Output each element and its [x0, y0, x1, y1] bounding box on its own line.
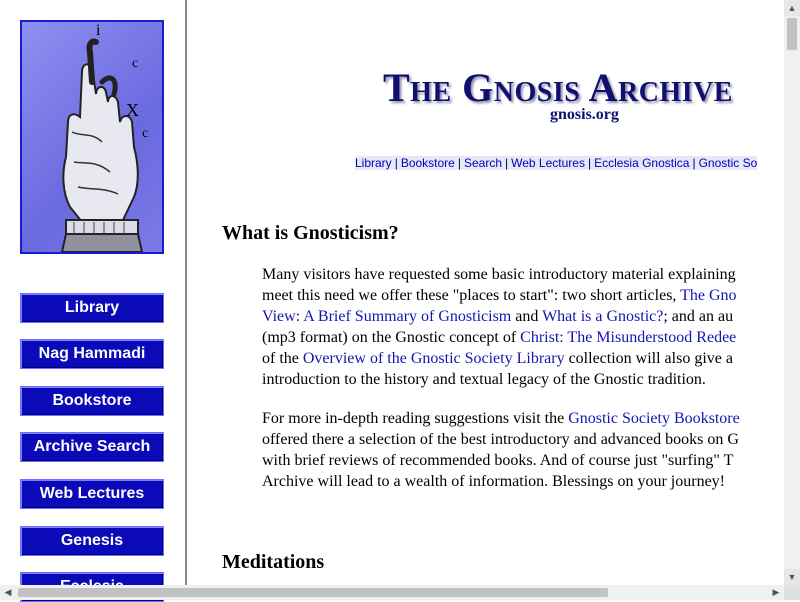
top-nav: Library | Bookstore | Search | Web Lectures | Ecclesia Gnostica | Gnostic So — [355, 156, 758, 170]
sidebar-item-web-lectures[interactable]: Web Lectures — [20, 479, 164, 509]
link-gnostic-world-view-cont[interactable]: View: A Brief Summary of Gnosticism — [262, 308, 512, 325]
topnav-bookstore[interactable]: Bookstore — [400, 156, 455, 170]
p2-text-3: with brief reviews of recommended books. And of course just "surfing" T — [262, 452, 734, 469]
topnav-web-lectures[interactable]: Web Lectures — [511, 156, 585, 170]
logo-letter-i: i — [96, 22, 101, 39]
p2-text-2: offered there a selection of the best introductory and advanced books on G — [262, 431, 739, 448]
link-gnostic-world-view[interactable]: The Gno — [680, 287, 737, 304]
p1-text-2: meet this need we offer these "places to start": two short articles, — [262, 287, 681, 304]
link-what-is-a-gnostic[interactable]: What is a Gnostic? — [542, 308, 664, 325]
p1-text-8: introduction to the history and textual legacy of the Gnostic tradition. — [262, 371, 706, 388]
sidebar-item-bookstore[interactable]: Bookstore — [20, 386, 164, 416]
blessing-hand-icon — [22, 22, 162, 252]
vertical-scrollbar[interactable] — [784, 0, 800, 585]
p2-text-1: For more in-depth reading suggestions visit the — [262, 410, 569, 427]
p1-text-5: (mp3 format) on the Gnostic concept of — [262, 329, 521, 346]
topnav-search[interactable]: Search — [463, 156, 502, 170]
heading-what-is-gnosticism: What is Gnosticism? — [222, 222, 399, 244]
topnav-ecclesia-gnostica[interactable]: Ecclesia Gnostica — [594, 156, 690, 170]
sidebar-item-archive-search[interactable]: Archive Search — [20, 432, 164, 462]
horizontal-scroll-thumb[interactable] — [18, 588, 608, 597]
scroll-up-icon[interactable]: ▲ — [784, 0, 800, 16]
sidebar-item-library[interactable]: Library — [20, 293, 164, 323]
sidebar-divider — [185, 0, 187, 585]
scroll-left-icon[interactable]: ◀ — [4, 587, 12, 597]
horizontal-scrollbar[interactable] — [0, 585, 784, 600]
reading-paragraph — [262, 408, 784, 492]
link-gnostic-society-bookstore[interactable]: Gnostic Society Bookstore — [568, 410, 740, 427]
sidebar-item-genesis[interactable]: Genesis — [20, 526, 164, 556]
p1-text-3: and — [511, 308, 543, 325]
p1-text-6: of the — [262, 350, 303, 367]
topnav-library[interactable]: Library — [355, 156, 392, 170]
p1-text-7: collection will also give a — [564, 350, 733, 367]
heading-meditations: Meditations — [222, 551, 325, 573]
topnav-gnostic-society[interactable]: Gnostic So — [698, 156, 758, 170]
site-domain: gnosis.org — [550, 106, 619, 123]
sidebar — [0, 0, 185, 585]
scroll-right-icon[interactable]: ▶ — [772, 587, 780, 597]
link-christ-misunderstood-redeemer[interactable]: Christ: The Misunderstood Redee — [520, 329, 737, 346]
main-content — [188, 0, 784, 585]
p1-text-4: ; and an au — [663, 308, 734, 325]
link-overview-library[interactable]: Overview of the Gnostic Society Library — [302, 350, 565, 367]
hand-logo-image[interactable] — [20, 20, 164, 254]
logo-letter-x: X — [126, 100, 139, 120]
scroll-down-icon[interactable]: ▼ — [784, 569, 800, 585]
vertical-scroll-thumb[interactable] — [787, 18, 797, 50]
p2-text-4: Archive will lead to a wealth of information. Blessings on your journey! — [262, 473, 726, 490]
logo-letter-c2: c — [142, 126, 149, 141]
sidebar-item-nag-hammadi[interactable]: Nag Hammadi — [20, 339, 164, 369]
site-title: The Gnosis Archive — [383, 65, 733, 110]
intro-paragraph — [262, 264, 784, 390]
scrollbar-corner — [784, 585, 800, 600]
logo-letter-c: c — [132, 56, 139, 71]
p1-text-1: Many visitors have requested some basic introductory material explaining — [262, 266, 736, 283]
